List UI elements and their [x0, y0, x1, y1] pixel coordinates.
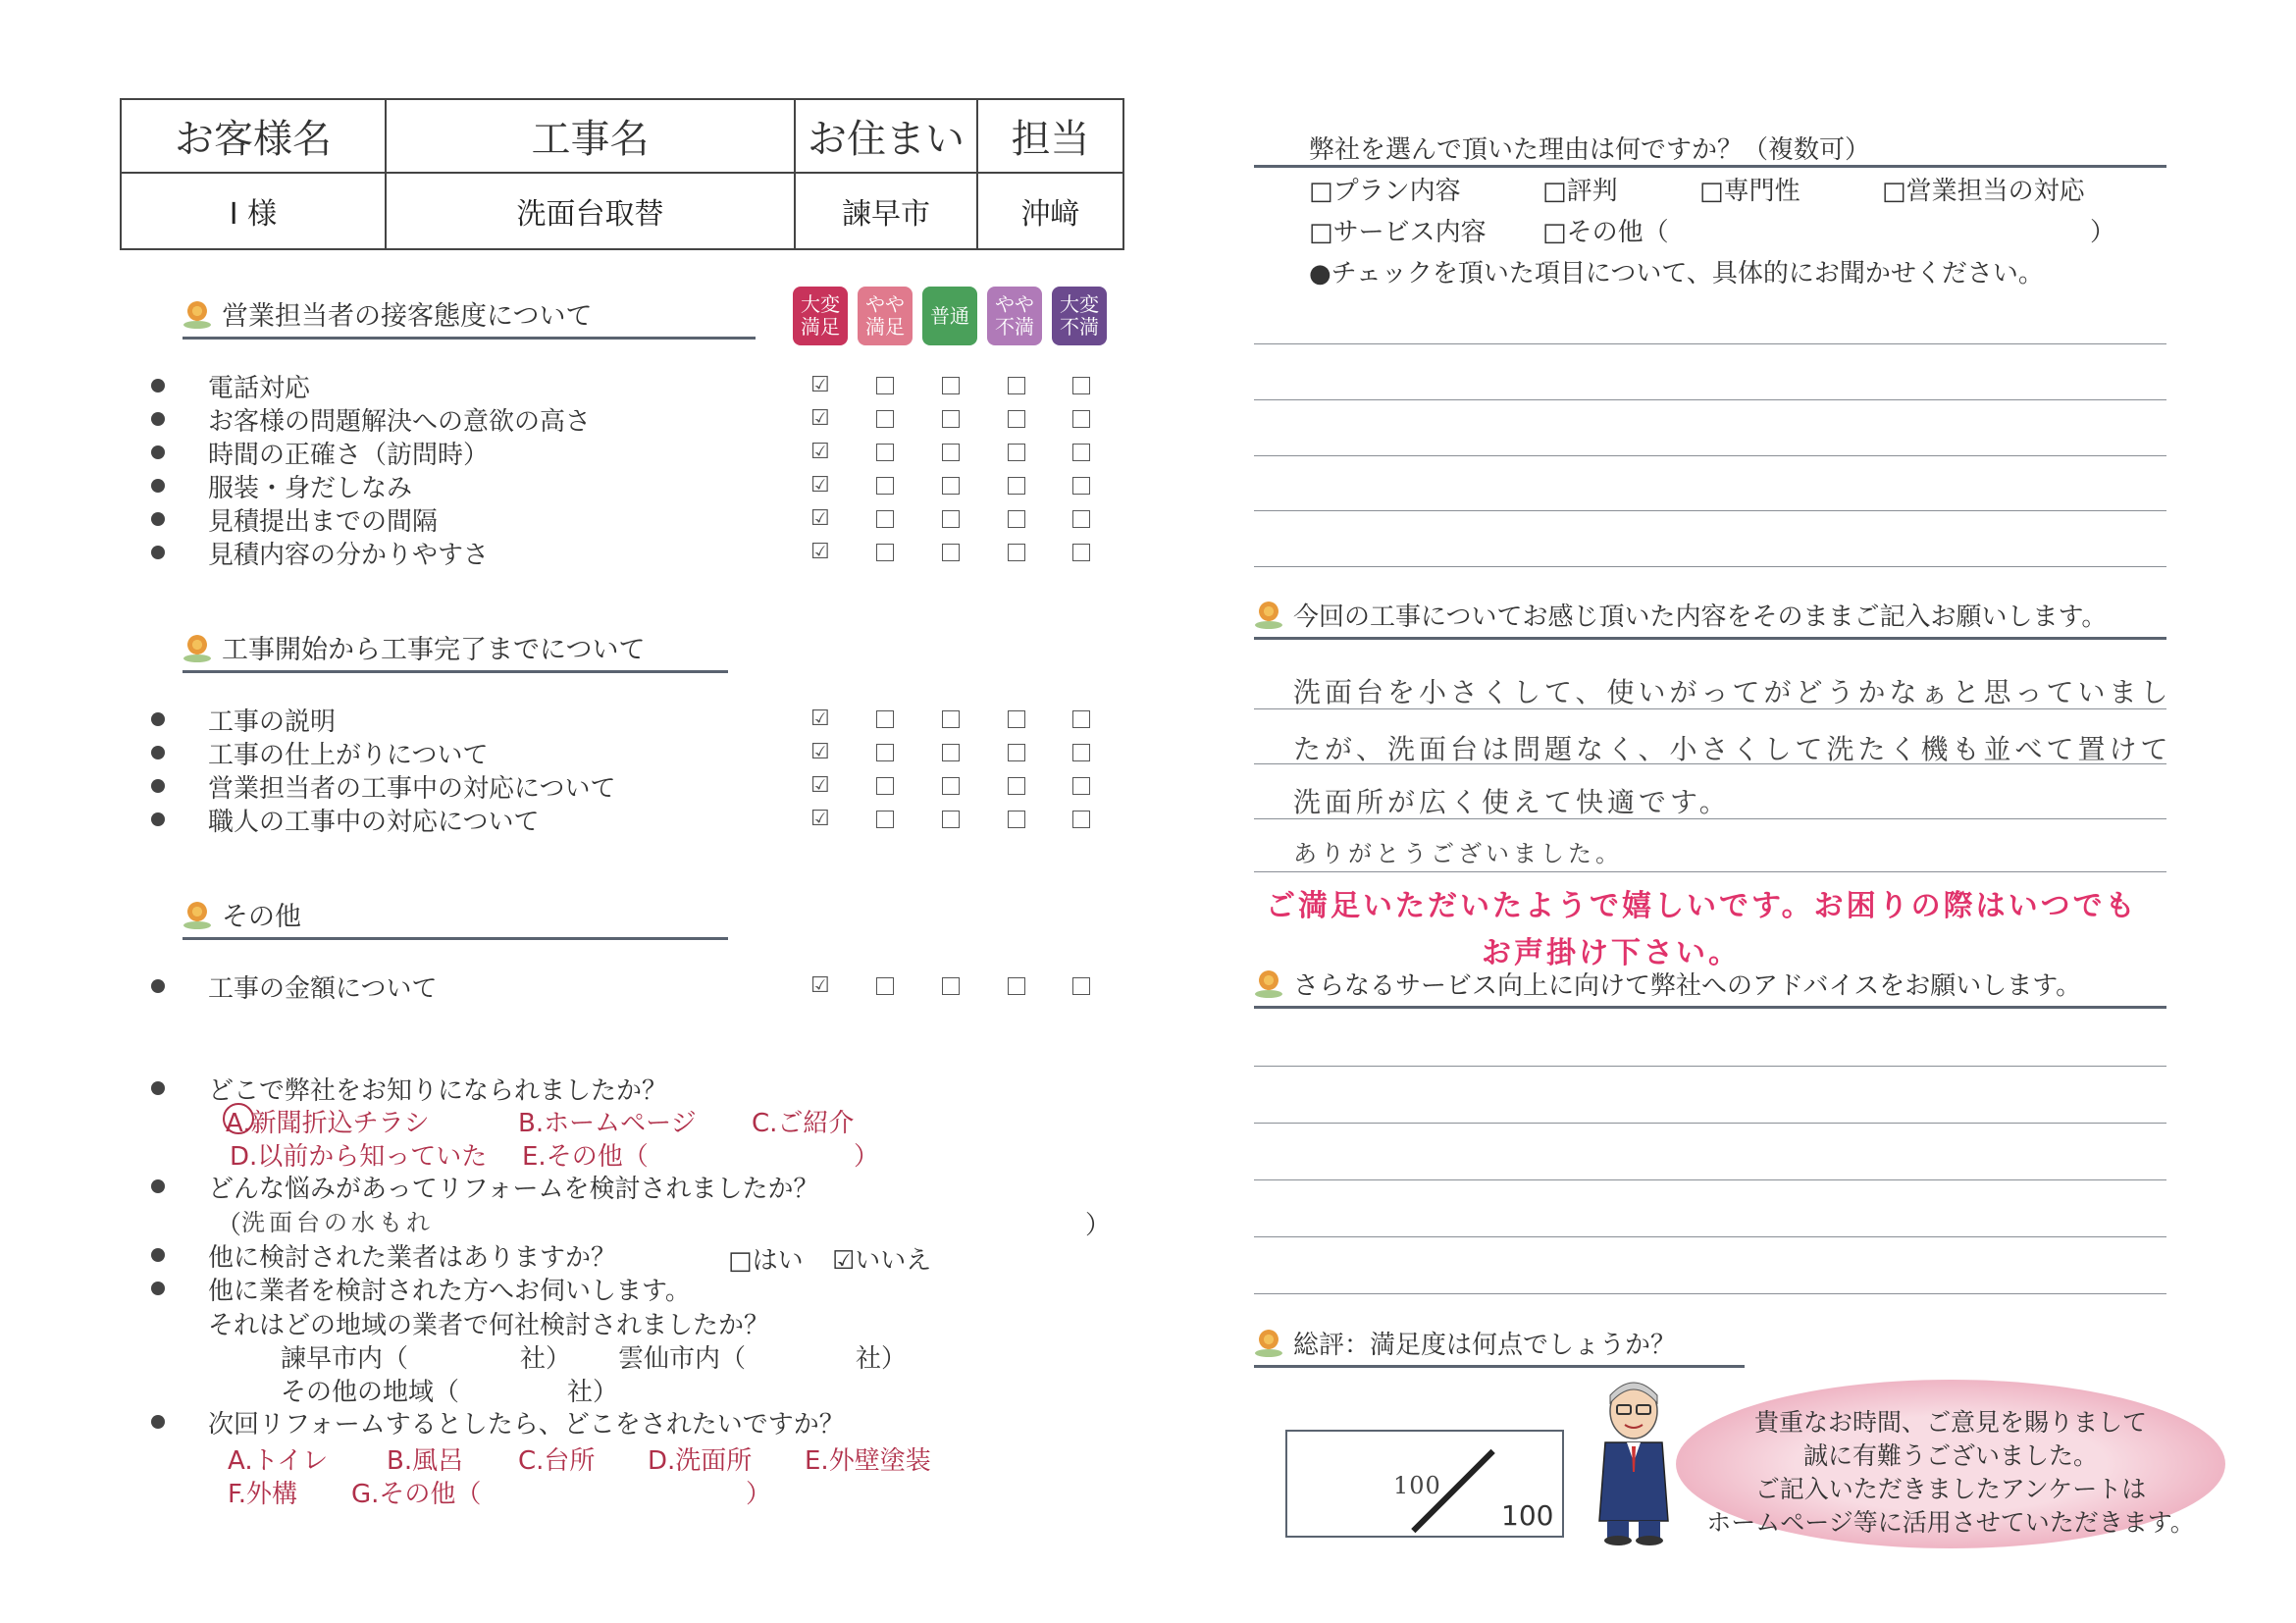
impression-line-3: 洗面所が広く使えて快適です。	[1293, 786, 1731, 818]
survey-item-label: 服装・身だしなみ	[208, 473, 413, 503]
reason-service[interactable]: □サービス内容	[1309, 218, 1487, 247]
thanks-line-1: 貴重なお時間、ご意見を賜りまして	[1753, 1408, 2147, 1437]
rating-checkbox[interactable]	[1008, 744, 1025, 761]
write-line[interactable]	[1254, 1066, 2166, 1067]
rating-checkbox[interactable]: ☑	[810, 540, 830, 564]
write-line[interactable]	[1254, 871, 2166, 872]
rating-checkbox[interactable]	[876, 977, 894, 995]
option-homepage[interactable]: B.ホームページ	[518, 1109, 697, 1138]
section-other	[183, 895, 728, 940]
survey-item-label: 職人の工事中の対応について	[208, 807, 540, 837]
rating-checkbox[interactable]	[1008, 710, 1025, 728]
header-residence: お住まい	[796, 100, 978, 174]
section-title: 今回の工事についてお感じ頂いた内容をそのままご記入お願いします。	[1293, 602, 2108, 632]
question-text: 他に検討された業者はありますか？	[208, 1242, 617, 1273]
write-line[interactable]	[1254, 343, 2166, 344]
header-table	[120, 98, 1124, 250]
region-other-sha: 社）	[567, 1378, 619, 1407]
rating-checkbox[interactable]: ☑	[810, 373, 830, 397]
rating-checkbox[interactable]	[942, 977, 960, 995]
survey-item-label: 営業担当者の工事中の対応について	[208, 773, 616, 804]
staff-reply-line-2: お声掛け下さい。	[1482, 936, 1741, 970]
next-toilet[interactable]: A.トイレ	[228, 1446, 329, 1476]
region-other: その他の地域（	[281, 1378, 460, 1407]
rating-checkbox[interactable]	[1072, 744, 1090, 761]
next-kitchen[interactable]: C.台所	[518, 1446, 596, 1476]
rating-checkbox[interactable]	[1008, 811, 1025, 828]
option-other[interactable]: E.その他（	[522, 1142, 649, 1172]
bullet-icon	[151, 1179, 165, 1193]
rating-very-dissatisfied: 大変 不満	[1052, 287, 1107, 345]
write-line[interactable]	[1254, 818, 2166, 819]
vendor-yes[interactable]: □はい	[728, 1246, 804, 1276]
section-score	[1254, 1323, 1745, 1368]
survey-item-label: 時間の正確さ（訪問時）	[208, 440, 490, 470]
president-illustration-icon	[1590, 1374, 1678, 1545]
vendor-no[interactable]: ☑いいえ	[832, 1246, 932, 1276]
write-line[interactable]	[1254, 1123, 2166, 1124]
thanks-line-2: 誠に有難うございました。	[1802, 1441, 2098, 1470]
write-line[interactable]	[1254, 399, 2166, 400]
survey-item-label: 見積提出までの間隔	[208, 506, 439, 537]
bullet-icon	[151, 1081, 165, 1095]
next-other[interactable]: G.その他（	[351, 1480, 482, 1509]
worry-close: ）	[1085, 1211, 1112, 1240]
staff-reply-line-1: ご満足いただいたようで嬉しいです。お困りの際はいつでも	[1266, 889, 2138, 923]
survey-item-label: 工事の仕上がりについて	[208, 740, 489, 770]
option-referral[interactable]: C.ご紹介	[752, 1109, 855, 1138]
rating-checkbox[interactable]	[876, 477, 894, 495]
write-line[interactable]	[1254, 763, 2166, 764]
reason-plan[interactable]: □プラン内容	[1309, 177, 1461, 206]
rating-checkbox[interactable]	[1072, 510, 1090, 528]
rating-checkbox[interactable]	[1008, 777, 1025, 795]
option-known-before[interactable]: D.以前から知っていた	[230, 1142, 488, 1172]
flower-icon	[1254, 602, 1283, 631]
worry-open: （	[216, 1211, 242, 1240]
section-title: 営業担当者の接客態度について	[222, 301, 593, 332]
reason-other-close: ）	[2090, 218, 2116, 247]
rating-checkbox[interactable]	[1072, 811, 1090, 828]
bullet-icon	[151, 1282, 165, 1295]
rating-checkbox[interactable]	[1008, 544, 1025, 561]
rating-checkbox[interactable]	[876, 811, 894, 828]
next-other-close: ）	[746, 1480, 772, 1509]
question-text: どんな悩みがあってリフォームを検討されましたか？	[208, 1174, 819, 1204]
rating-checkbox[interactable]	[942, 510, 960, 528]
circle-mark-icon	[223, 1103, 254, 1134]
impression-line-1: 洗面台を小さくして、使いがってがどうかなぁと思っていまし	[1293, 676, 2172, 708]
rating-checkbox[interactable]	[1072, 710, 1090, 728]
rating-checkbox[interactable]	[1008, 510, 1025, 528]
rating-checkbox[interactable]	[942, 410, 960, 428]
rating-checkbox[interactable]	[1072, 377, 1090, 394]
bullet-icon	[151, 479, 165, 493]
rating-checkbox[interactable]	[942, 777, 960, 795]
next-bath[interactable]: B.風呂	[387, 1446, 464, 1476]
rating-checkbox[interactable]	[942, 477, 960, 495]
rating-checkbox[interactable]	[1008, 444, 1025, 461]
rating-checkbox[interactable]: ☑	[810, 473, 830, 497]
bullet-icon	[151, 712, 165, 726]
section-title: さらなるサービス向上に向けて弊社へのアドバイスをお願いします。	[1293, 971, 2082, 1001]
question-text: 他に業者を検討された方へお伺いします。	[208, 1276, 691, 1306]
rating-checkbox[interactable]	[1072, 410, 1090, 428]
rating-checkbox[interactable]	[942, 377, 960, 394]
reason-expertise[interactable]: □専門性	[1699, 177, 1800, 206]
thanks-line-4: ホームページ等に活用させていただきます。	[1706, 1508, 2195, 1537]
header-work: 工事名	[387, 100, 796, 174]
rating-checkbox[interactable]: ☑	[810, 440, 830, 464]
header-staff: 担当	[978, 100, 1122, 174]
rating-neutral: 普通	[922, 287, 977, 345]
bullet-icon	[151, 445, 165, 459]
rating-dissatisfied: やや 不満	[987, 287, 1042, 345]
section-title: 総評：満足度は何点でしょうか？	[1293, 1331, 1677, 1360]
bullet-icon	[151, 779, 165, 793]
next-washroom[interactable]: D.洗面所	[648, 1446, 753, 1476]
rating-checkbox[interactable]: ☑	[810, 807, 830, 831]
section-title: 工事開始から工事完了までについて	[222, 635, 646, 665]
bullet-icon	[151, 546, 165, 559]
write-line[interactable]	[1254, 1293, 2166, 1294]
bullet-icon	[151, 412, 165, 426]
section-impression	[1254, 595, 2166, 640]
question-text: どこで弊社をお知りになられましたか？	[208, 1075, 668, 1106]
rating-checkbox[interactable]: ☑	[810, 506, 830, 531]
rating-checkbox[interactable]: ☑	[810, 406, 830, 431]
flower-icon	[183, 301, 212, 331]
survey-item-label: 電話対応	[208, 373, 311, 403]
bullet-icon	[151, 379, 165, 393]
header-customer: お客様名	[122, 100, 387, 174]
region-isahaya-sha: 社）	[520, 1344, 572, 1374]
region-unzen: 雲仙市内（	[618, 1344, 747, 1374]
rating-checkbox[interactable]	[876, 377, 894, 394]
rating-checkbox[interactable]	[1072, 444, 1090, 461]
reason-reputation[interactable]: □評判	[1542, 177, 1618, 206]
write-line[interactable]	[1254, 1236, 2166, 1237]
value-staff: 沖﨑	[1020, 197, 1080, 232]
reason-other[interactable]: □その他（	[1542, 218, 1669, 247]
rating-checkbox[interactable]	[1072, 544, 1090, 561]
impression-line-4: ありがとうございました。	[1293, 840, 1623, 867]
rating-checkbox[interactable]: ☑	[810, 973, 830, 998]
rating-checkbox[interactable]: ☑	[810, 740, 830, 764]
question-text: 次回リフォームするとしたら、どこをされたいですか？	[208, 1409, 845, 1440]
rating-checkbox[interactable]	[876, 544, 894, 561]
write-line[interactable]	[1254, 455, 2166, 456]
rating-checkbox[interactable]	[1008, 377, 1025, 394]
rating-checkbox[interactable]	[1008, 977, 1025, 995]
reason-prompt: ●チェックを頂いた項目について、具体的にお聞かせください。	[1309, 259, 2044, 288]
worry-answer[interactable]: 洗面台の水もれ	[241, 1209, 434, 1236]
option-other-close: ）	[854, 1142, 880, 1172]
survey-item-label: お客様の問題解決への意欲の高さ	[208, 406, 592, 437]
rating-very-satisfied: 大変 満足	[793, 287, 848, 345]
flower-icon	[1254, 1330, 1283, 1359]
impression-line-2: たが、洗面台は問題なく、小さくして洗たく機も並べて置けて	[1293, 733, 2172, 765]
next-exterior-paint[interactable]: E.外壁塗装	[805, 1446, 931, 1476]
rating-checkbox[interactable]	[942, 710, 960, 728]
rating-checkbox[interactable]	[942, 444, 960, 461]
rating-checkbox[interactable]	[876, 744, 894, 761]
value-residence: 諫早市	[796, 174, 978, 248]
flower-icon	[183, 635, 212, 664]
score-max: 100	[1501, 1499, 1554, 1532]
rating-checkbox[interactable]	[942, 544, 960, 561]
rating-checkbox[interactable]	[1072, 777, 1090, 795]
rating-checkbox[interactable]	[876, 777, 894, 795]
rating-checkbox[interactable]	[1008, 410, 1025, 428]
section-title: その他	[222, 902, 301, 932]
survey-item-label: 見積内容の分かりやすさ	[208, 540, 490, 570]
rating-checkbox[interactable]	[942, 811, 960, 828]
rating-checkbox[interactable]	[876, 710, 894, 728]
rating-checkbox[interactable]	[942, 744, 960, 761]
rating-checkbox[interactable]	[876, 444, 894, 461]
reason-title: 弊社を選んで頂いた理由は何ですか？（複数可）	[1309, 135, 1871, 165]
bullet-icon	[151, 512, 165, 526]
flower-icon	[1254, 970, 1283, 1000]
rating-checkbox[interactable]	[1072, 977, 1090, 995]
bullet-icon	[151, 1248, 165, 1262]
next-exterior[interactable]: F.外構	[228, 1480, 298, 1509]
score-value[interactable]: 100	[1393, 1472, 1441, 1499]
survey-item-label: 工事の金額について	[208, 973, 438, 1004]
rating-checkbox[interactable]: ☑	[810, 707, 830, 731]
write-line[interactable]	[1254, 1179, 2166, 1180]
region-isahaya: 諫早市内（	[281, 1344, 409, 1374]
region-subquestion: それはどの地域の業者で何社検討されましたか？	[208, 1311, 770, 1340]
write-line[interactable]	[1254, 566, 2166, 567]
rating-checkbox[interactable]: ☑	[810, 773, 830, 798]
value-work: 洗面台取替	[387, 174, 796, 248]
bullet-icon	[151, 979, 165, 993]
write-line[interactable]	[1254, 708, 2166, 709]
write-line[interactable]	[1254, 510, 2166, 511]
reason-sales-response[interactable]: □営業担当の対応	[1882, 177, 2085, 206]
rating-checkbox[interactable]	[1072, 477, 1090, 495]
section-advice	[1254, 964, 2166, 1009]
section-sales-attitude	[183, 294, 756, 340]
rating-checkbox[interactable]	[876, 410, 894, 428]
rating-checkbox[interactable]	[1008, 477, 1025, 495]
survey-item-label: 工事の説明	[208, 707, 337, 737]
bullet-icon	[151, 812, 165, 826]
rating-checkbox[interactable]	[876, 510, 894, 528]
flower-icon	[183, 902, 212, 931]
option-newspaper[interactable]: A.新聞折込チラシ	[226, 1103, 430, 1139]
section-construction	[183, 628, 728, 673]
value-customer: I 様	[122, 174, 387, 248]
thanks-line-3: ご記入いただきましたアンケートは	[1754, 1475, 2147, 1503]
region-unzen-sha: 社）	[856, 1344, 908, 1374]
bullet-icon	[151, 1415, 165, 1429]
rating-satisfied: やや 満足	[858, 287, 913, 345]
reason-underline	[1254, 165, 2166, 168]
bullet-icon	[151, 746, 165, 759]
